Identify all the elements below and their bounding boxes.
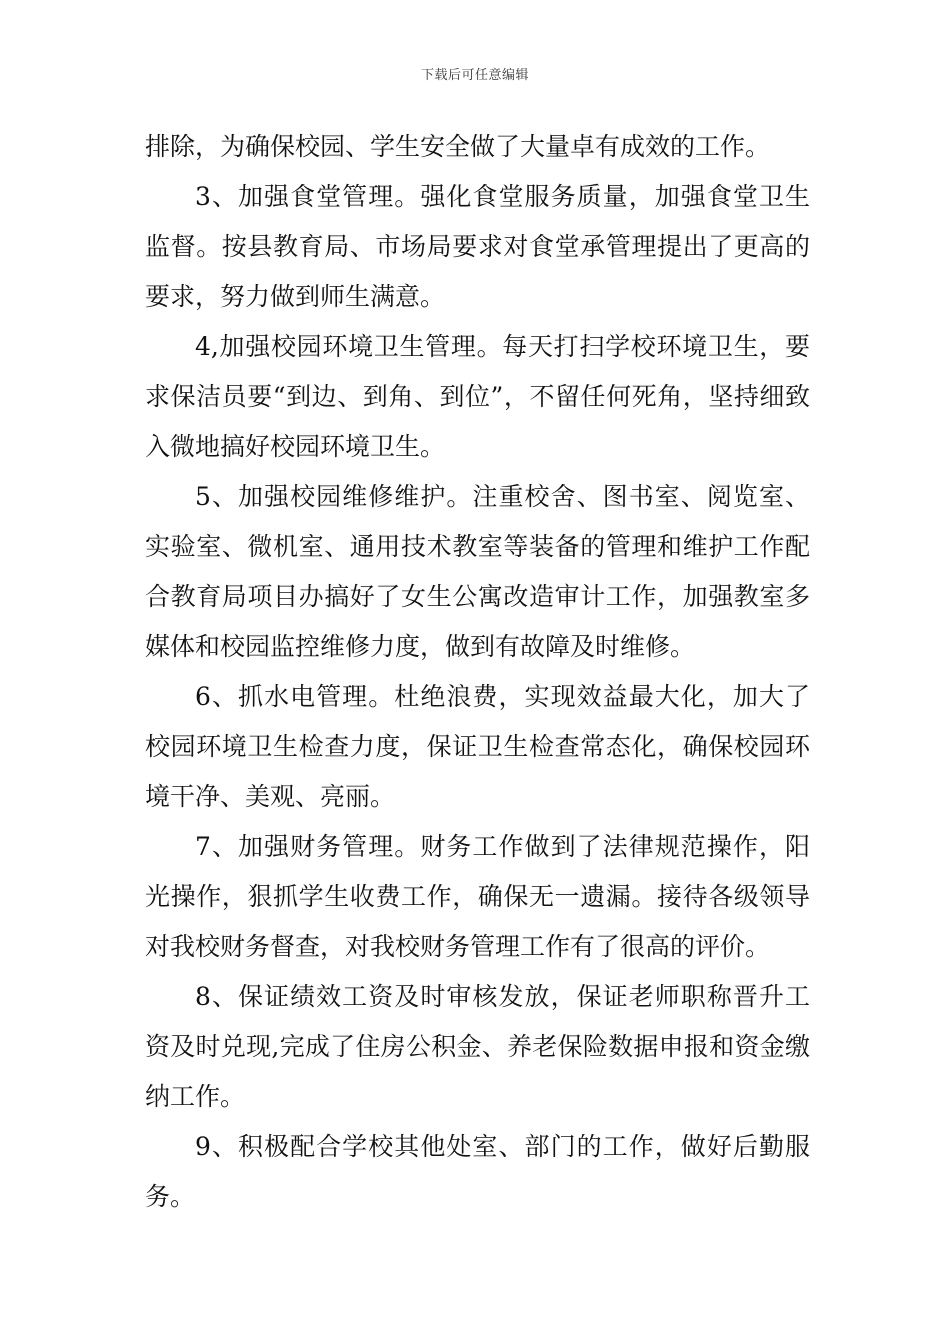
paragraph-item-8: 8、保证绩效工资及时审核发放，保证老师职称晋升工资及时兑现,完成了住房公积金、养老保险数据申报和资金缴纳工作。	[145, 982, 810, 1111]
document-body	[145, 122, 810, 1222]
paragraph-item-4: 4,加强校园环境卫生管理。每天打扫学校环境卫生，要求保洁员要“到边、到角、到位”，不留任何死角，坚持细致入微地搞好校园环境卫生。	[145, 332, 810, 461]
paragraph-continuation: 排除，为确保校园、学生安全做了大量卓有成效的工作。	[145, 132, 771, 161]
paragraph-item-9: 9、积极配合学校其他处室、部门的工作，做好后勤服务。	[145, 1132, 810, 1211]
page-header: 下载后可任意编辑	[420, 68, 529, 83]
paragraph-item-7: 7、加强财务管理。财务工作做到了法律规范操作，阳光操作，狠抓学生收费工作，确保无一遗漏。接待各级领导对我校财务督查，对我校财务管理工作有了很高的评价。	[145, 832, 810, 961]
paragraph-item-3: 3、加强食堂管理。强化食堂服务质量，加强食堂卫生监督。按县教育局、市场局要求对食堂承管理提出了更高的要求，努力做到师生满意。	[145, 182, 810, 311]
paragraph-item-5: 5、加强校园维修维护。注重校舍、图书室、阅览室、实验室、微机室、通用技术教室等装备的管理和维护工作配合教育局项目办搞好了女生公寓改造审计工作，加强教室多媒体和校园监控维修力度，做到有故障及时维修。	[145, 482, 810, 661]
paragraph-item-6: 6、抓水电管理。杜绝浪费，实现效益最大化，加大了校园环境卫生检查力度，保证卫生检查常态化，确保校园环境干净、美观、亮丽。	[145, 682, 810, 811]
